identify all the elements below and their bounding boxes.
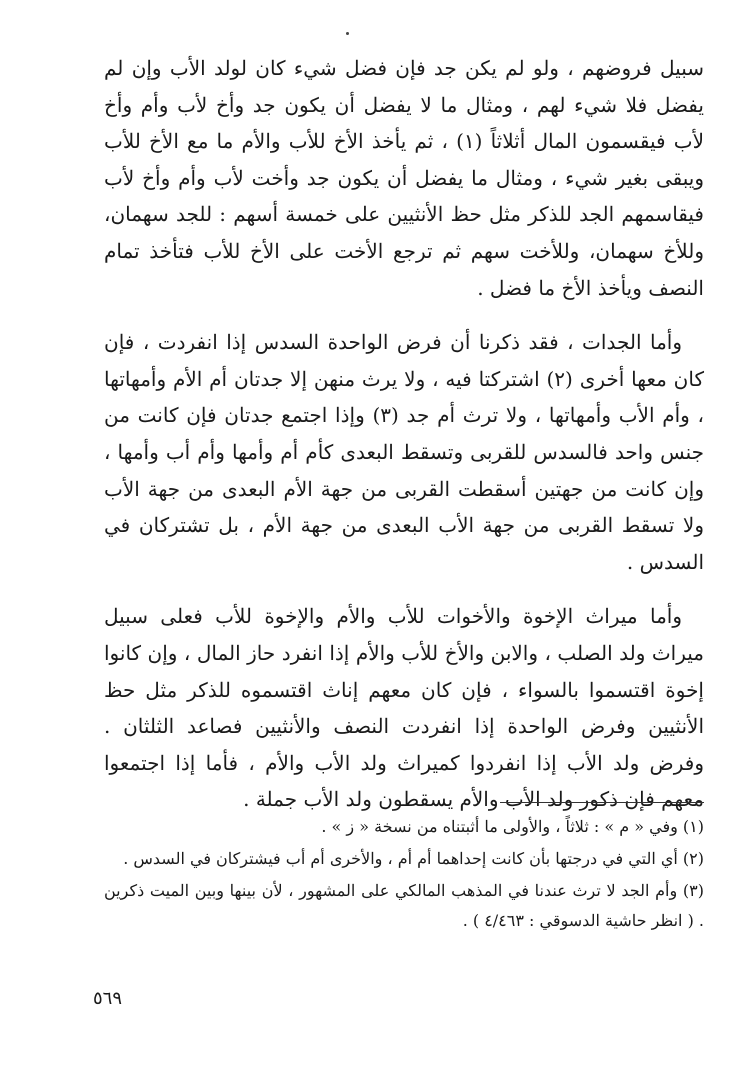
main-text bbox=[104, 50, 704, 818]
paragraph-3: وأما ميراث الإخوة والأخوات للأب والأم والإخوة للأب فعلى سبيل ميراث ولد الصلب ، والابن والأخ للأب والأم إذا انفرد حاز المال ، وإن كانوا إخوة اقتسموا بالسواء ، فإن كان معهم إناث اقتسموه للذكر مثل حظ الأنثيين وفرض الواحدة إذا انفردت النصف والأنثيين فصاعد الثلثان . وفرض ولد الأب إذا انفردوا كميراث ولد الأب والأم ، فأما إذا اجتمعوا معهم فإن ذكور ولد الأب والأم يسقطون ولد الأب جملة . bbox=[104, 604, 704, 812]
footnote-2: (٢) أي التي في درجتها بأن كانت إحداهما أم أم ، والأخرى أم أب فيشتركان في السدس . bbox=[123, 849, 704, 868]
paragraph-2: وأما الجدات ، فقد ذكرنا أن فرض الواحدة السدس إذا انفردت ، فإن كان معها أخرى (٢) اشتركتا فيه ، ولا يرث منهن إلا جدتان أم الأم وأمهاتها ، وأم الأب وأمهاتها ، ولا ترث أم جد (٣) وإذا اجتمع جدتان فإن كانت من جنس واحد فالسدس للقربى وتسقط البعدى كأم أم وأمها وأم أب وأمها ، وإن كانت من جهتين أسقطت القربى من جهة الأم البعدى من جهة الأب ولا تسقط القربى من جهة الأب البعدى من جهة الأم ، بل تشتركان في السدس . bbox=[104, 330, 704, 574]
footnote-separator bbox=[500, 802, 704, 803]
footnotes bbox=[104, 812, 704, 936]
footnote-1: (١) وفي « م » : ثلاثاً ، والأولى ما أثبتناه من نسخة « ز » . bbox=[321, 817, 704, 836]
paragraph-1: سبيل فروضهم ، ولو لم يكن جد فإن فضل شيء كان لولد الأب وإن لم يفضل فلا شيء لهم ، ومثال ما لا يفضل أن يكون جد وأخ لأب وأم وأخ لأب فيقسمون المال أثلاثاً (١) ، ثم يأخذ الأخ للأب والأم ما مع الأخ للأب ويبقى بغير شيء ، ومثال ما يفضل أن يكون جد وأخت لأب وأم وأخ لأب فيقاسمهم الجد للذكر مثل حظ الأنثيين على خمسة أسهم : للجد سهمان، وللأخ سهمان، وللأخت سهم ثم ترجع الأخت على الأخ للأب فتأخذ تمام النصف ويأخذ الأخ ما فضل . bbox=[104, 56, 704, 300]
page-number: ٥٦٩ bbox=[93, 988, 123, 1009]
footnote-3: (٣) وأم الجد لا ترث عندنا في المذهب المالكي على المشهور ، لأن بينها وبين الميت ذكرين . ( انظر حاشية الدسوقي : ٤/٤٦٣ ) . bbox=[104, 881, 704, 930]
top-dot-mark bbox=[346, 32, 349, 35]
